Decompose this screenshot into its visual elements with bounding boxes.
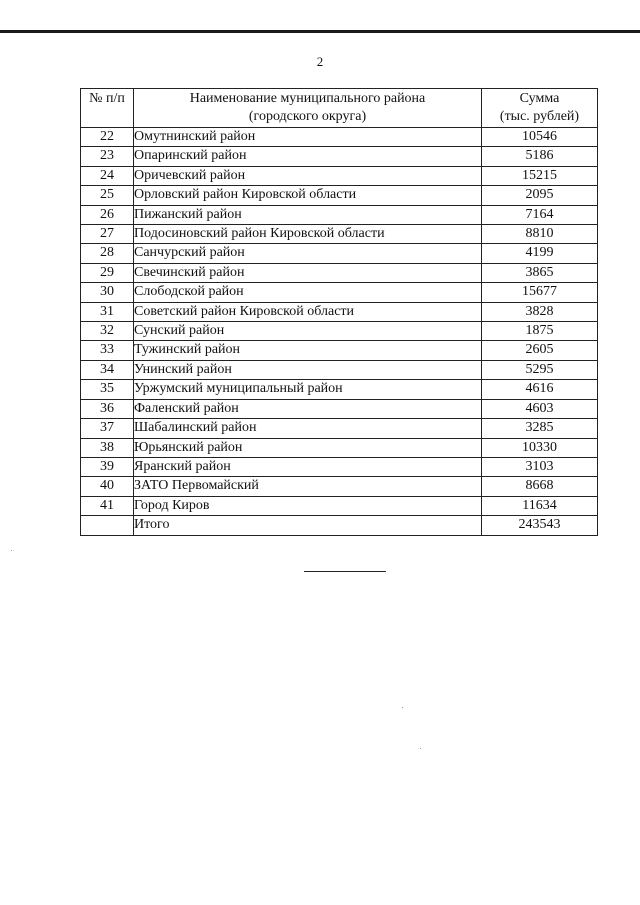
row-sum-cell: 15215 — [482, 166, 598, 185]
row-name-cell: Город Киров — [134, 496, 482, 515]
row-name-cell: Слободской район — [134, 283, 482, 302]
row-num-cell: 31 — [81, 302, 134, 321]
table-row — [81, 244, 598, 263]
header-sum-line1: Сумма — [519, 91, 560, 106]
table-row — [81, 302, 598, 321]
row-num-cell: 28 — [81, 244, 134, 263]
page-number: 2 — [316, 54, 324, 69]
table-row — [81, 128, 598, 147]
table-row — [81, 341, 598, 360]
row-name-cell: Орловский район Кировской области — [134, 186, 482, 205]
table-row — [81, 322, 598, 341]
header-sum — [482, 89, 598, 128]
row-num-cell: 29 — [81, 263, 134, 282]
row-sum-cell: 3103 — [482, 457, 598, 476]
table-row — [81, 457, 598, 476]
row-sum-cell: 8668 — [482, 477, 598, 496]
table-row — [81, 225, 598, 244]
row-name-cell: ЗАТО Первомайский — [134, 477, 482, 496]
table-row — [81, 477, 598, 496]
table-row — [81, 283, 598, 302]
row-num-cell: 36 — [81, 399, 134, 418]
row-sum-cell: 7164 — [482, 205, 598, 224]
table-row — [81, 438, 598, 457]
table-row — [81, 205, 598, 224]
row-name-cell: Пижанский район — [134, 205, 482, 224]
row-num-cell: 35 — [81, 380, 134, 399]
header-sum-line2: (тыс. рублей) — [499, 109, 580, 124]
row-sum-cell: 1875 — [482, 322, 598, 341]
scan-speck — [402, 707, 403, 708]
row-num-cell: 24 — [81, 166, 134, 185]
table-row — [81, 147, 598, 166]
row-num-cell: 25 — [81, 186, 134, 205]
row-name-cell: Яранский район — [134, 457, 482, 476]
row-name-cell: Унинский район — [134, 360, 482, 379]
row-name-cell: Юрьянский район — [134, 438, 482, 457]
row-name-cell: Свечинский район — [134, 263, 482, 282]
row-sum-cell: 5186 — [482, 147, 598, 166]
table-row — [81, 263, 598, 282]
table-row — [81, 399, 598, 418]
row-sum-cell: 5295 — [482, 360, 598, 379]
row-sum-cell: 10330 — [482, 438, 598, 457]
total-sum-cell: 243543 — [482, 516, 598, 535]
total-name-cell: Итого — [134, 516, 482, 535]
table-total-row — [81, 516, 598, 535]
row-name-cell: Опаринский район — [134, 147, 482, 166]
row-num-cell: 39 — [81, 457, 134, 476]
row-sum-cell: 4603 — [482, 399, 598, 418]
header-num-label: № п/п — [89, 91, 125, 106]
row-num-cell: 30 — [81, 283, 134, 302]
table-row — [81, 166, 598, 185]
row-name-cell: Оричевский район — [134, 166, 482, 185]
header-name-line1: Наименование муниципального района — [189, 91, 426, 106]
row-sum-cell: 2605 — [482, 341, 598, 360]
table-row — [81, 496, 598, 515]
table-body — [81, 128, 598, 536]
table-row — [81, 380, 598, 399]
row-name-cell: Уржумский муниципальный район — [134, 380, 482, 399]
row-name-cell: Омутнинский район — [134, 128, 482, 147]
row-num-cell: 37 — [81, 419, 134, 438]
row-num-cell: 40 — [81, 477, 134, 496]
row-name-cell: Сунский район — [134, 322, 482, 341]
row-num-cell: 32 — [81, 322, 134, 341]
row-name-cell: Подосиновский район Кировской области — [134, 225, 482, 244]
row-sum-cell: 15677 — [482, 283, 598, 302]
row-num-cell: 22 — [81, 128, 134, 147]
row-sum-cell: 11634 — [482, 496, 598, 515]
row-name-cell: Санчурский район — [134, 244, 482, 263]
row-sum-cell: 3285 — [482, 419, 598, 438]
row-num-cell: 27 — [81, 225, 134, 244]
table-row — [81, 419, 598, 438]
table-row — [81, 360, 598, 379]
row-num-cell: 38 — [81, 438, 134, 457]
row-num-cell: 33 — [81, 341, 134, 360]
header-name — [134, 89, 482, 128]
row-num-cell: 23 — [81, 147, 134, 166]
row-sum-cell: 2095 — [482, 186, 598, 205]
scan-speck — [420, 748, 421, 749]
allocation-table — [80, 88, 598, 536]
row-sum-cell: 10546 — [482, 128, 598, 147]
top-border-line — [0, 30, 640, 33]
row-num-cell: 26 — [81, 205, 134, 224]
row-name-cell: Шабалинский район — [134, 419, 482, 438]
total-num-cell — [81, 516, 134, 535]
row-name-cell: Советский район Кировской области — [134, 302, 482, 321]
end-separator-line — [304, 571, 386, 572]
row-sum-cell: 3828 — [482, 302, 598, 321]
row-name-cell: Фаленский район — [134, 399, 482, 418]
table-row — [81, 186, 598, 205]
header-num — [81, 89, 134, 128]
row-name-cell: Тужинский район — [134, 341, 482, 360]
row-sum-cell: 4616 — [482, 380, 598, 399]
row-sum-cell: 4199 — [482, 244, 598, 263]
row-num-cell: 41 — [81, 496, 134, 515]
table-header-row — [81, 89, 598, 128]
header-name-line2: (городского округа) — [248, 109, 367, 124]
row-num-cell: 34 — [81, 360, 134, 379]
row-sum-cell: 8810 — [482, 225, 598, 244]
scan-speck — [11, 550, 12, 551]
row-sum-cell: 3865 — [482, 263, 598, 282]
